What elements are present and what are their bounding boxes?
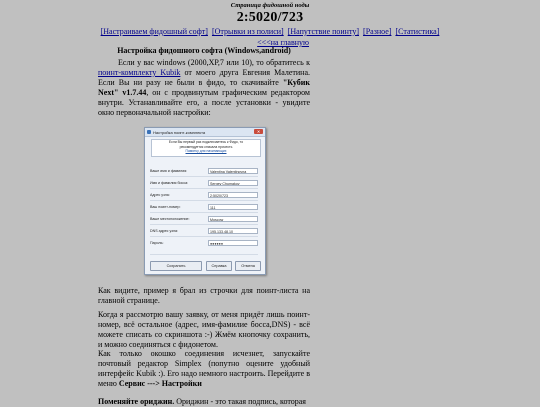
field-label-name: Ваше имя и фамилия: [150, 169, 188, 173]
origin-heading: Поменяйте ориджин. [98, 397, 175, 406]
point-number-field[interactable]: 111 [208, 204, 258, 210]
field-divider [150, 176, 258, 177]
field-divider [150, 236, 258, 237]
intro-text-a: Если у вас windows (2000,XP,7 или 10), то обратитесь к [118, 58, 310, 67]
dialog-titlebar [145, 128, 265, 137]
field-divider [150, 224, 258, 225]
intro-text-c: , он с продвинутым графическим редактором внутри. Устанавливайте его, а после установки - увидите окно первоначальной настройки: [98, 88, 310, 117]
nav-link-statistics[interactable]: [Статистика] [395, 27, 440, 36]
field-label-boss: Имя и фамилия босса: [150, 181, 189, 185]
kubik-next-version: "Кубик Next" v1.7.44 [98, 78, 310, 97]
node-address-field[interactable]: 2:5020/723 [208, 192, 258, 198]
origin-paragraph [98, 397, 310, 407]
beginners-memo-link[interactable]: Памятку для начинающих [185, 149, 227, 154]
dialog-title: Настройка поинт-комплекта [153, 130, 206, 135]
note-line-2: рекомендуется сначала прочесть [179, 144, 233, 149]
simplex-paragraph [98, 349, 310, 389]
field-label-location: Ваше местоположение: [150, 217, 190, 221]
name-field[interactable]: Valentina Valentinovna [208, 168, 258, 174]
node-address-title: 2:5020/723 [236, 10, 304, 25]
application-paragraph: Когда я рассмотрю вашу заявку, от меня придёт лишь поинт-номер, всё остальное (адрес, имя-фамилие босса,DNS) - всё можете списать со скриншота :-) Жмём кнопочку сохранить, и можно соединяться с фидонетом. [98, 310, 310, 349]
origin-text: Ориджин - это такая подпись, которая [174, 397, 306, 406]
page-heading: Настройка фидошного софта (Windows,android) [117, 46, 291, 55]
settings-menu-path: Сервис ---> Настройки [118, 379, 202, 388]
field-label-password: Пароль: [150, 241, 164, 245]
field-divider [150, 188, 258, 189]
field-label-dns: DNS адрес узла: [150, 229, 178, 233]
intro-text-b: от моего друга Евгения Малетина. Если Вы ни разу не были в фидо, то скачивайте [98, 68, 311, 87]
cancel-button[interactable]: Отмена [235, 261, 261, 271]
note-line-1: Если Вы первый раз подключаетесь к Фидо, то [168, 140, 244, 144]
field-divider [150, 200, 258, 201]
back-to-main-link[interactable]: <<<на главную [257, 38, 309, 47]
example-paragraph: Как видите, пример я брал из строчки для поинт-листа на главной странице. [98, 286, 310, 305]
dialog-note [151, 139, 261, 157]
dns-address-field[interactable]: 195.133.48.10 [208, 228, 258, 234]
site-subtitle: Страница фидошной ноды [230, 2, 310, 9]
close-icon[interactable]: ✕ [254, 129, 263, 134]
kubik-kit-link[interactable]: поинт-комплекту Kubik [98, 68, 181, 77]
location-field[interactable]: Moscow [208, 216, 258, 222]
nav-link-point-advice[interactable]: [Напутствие поинту] [287, 27, 360, 36]
app-icon [147, 130, 151, 134]
simplex-text: Как только окошко соединения исчезнет, запускайте почтовый редактор Simplex (попутно оцените удобный интерфейс Kubik :). Его надо немного настроить. Перейдите в меню [98, 349, 310, 388]
field-label-point-number: Ваш поинт-номер: [150, 205, 181, 209]
help-button[interactable]: Справка [206, 261, 232, 271]
field-label-node-address: Адрес узла: [150, 193, 170, 197]
intro-paragraph [98, 58, 310, 118]
boss-name-field[interactable]: Sergey Chumakov [208, 180, 258, 186]
nav-link-misc[interactable]: [Разное] [363, 27, 392, 36]
password-field[interactable]: ●●●●●● [208, 240, 258, 246]
nav-link-policy[interactable]: [Отрывки из полиси] [211, 27, 284, 36]
nav-link-software[interactable]: [Настраиваем фидошный софт] [100, 27, 208, 36]
field-divider [150, 254, 258, 255]
setup-dialog-screenshot [144, 127, 266, 275]
top-navigation [0, 27, 540, 36]
save-button[interactable]: Сохранить [150, 261, 202, 271]
field-divider [150, 212, 258, 213]
